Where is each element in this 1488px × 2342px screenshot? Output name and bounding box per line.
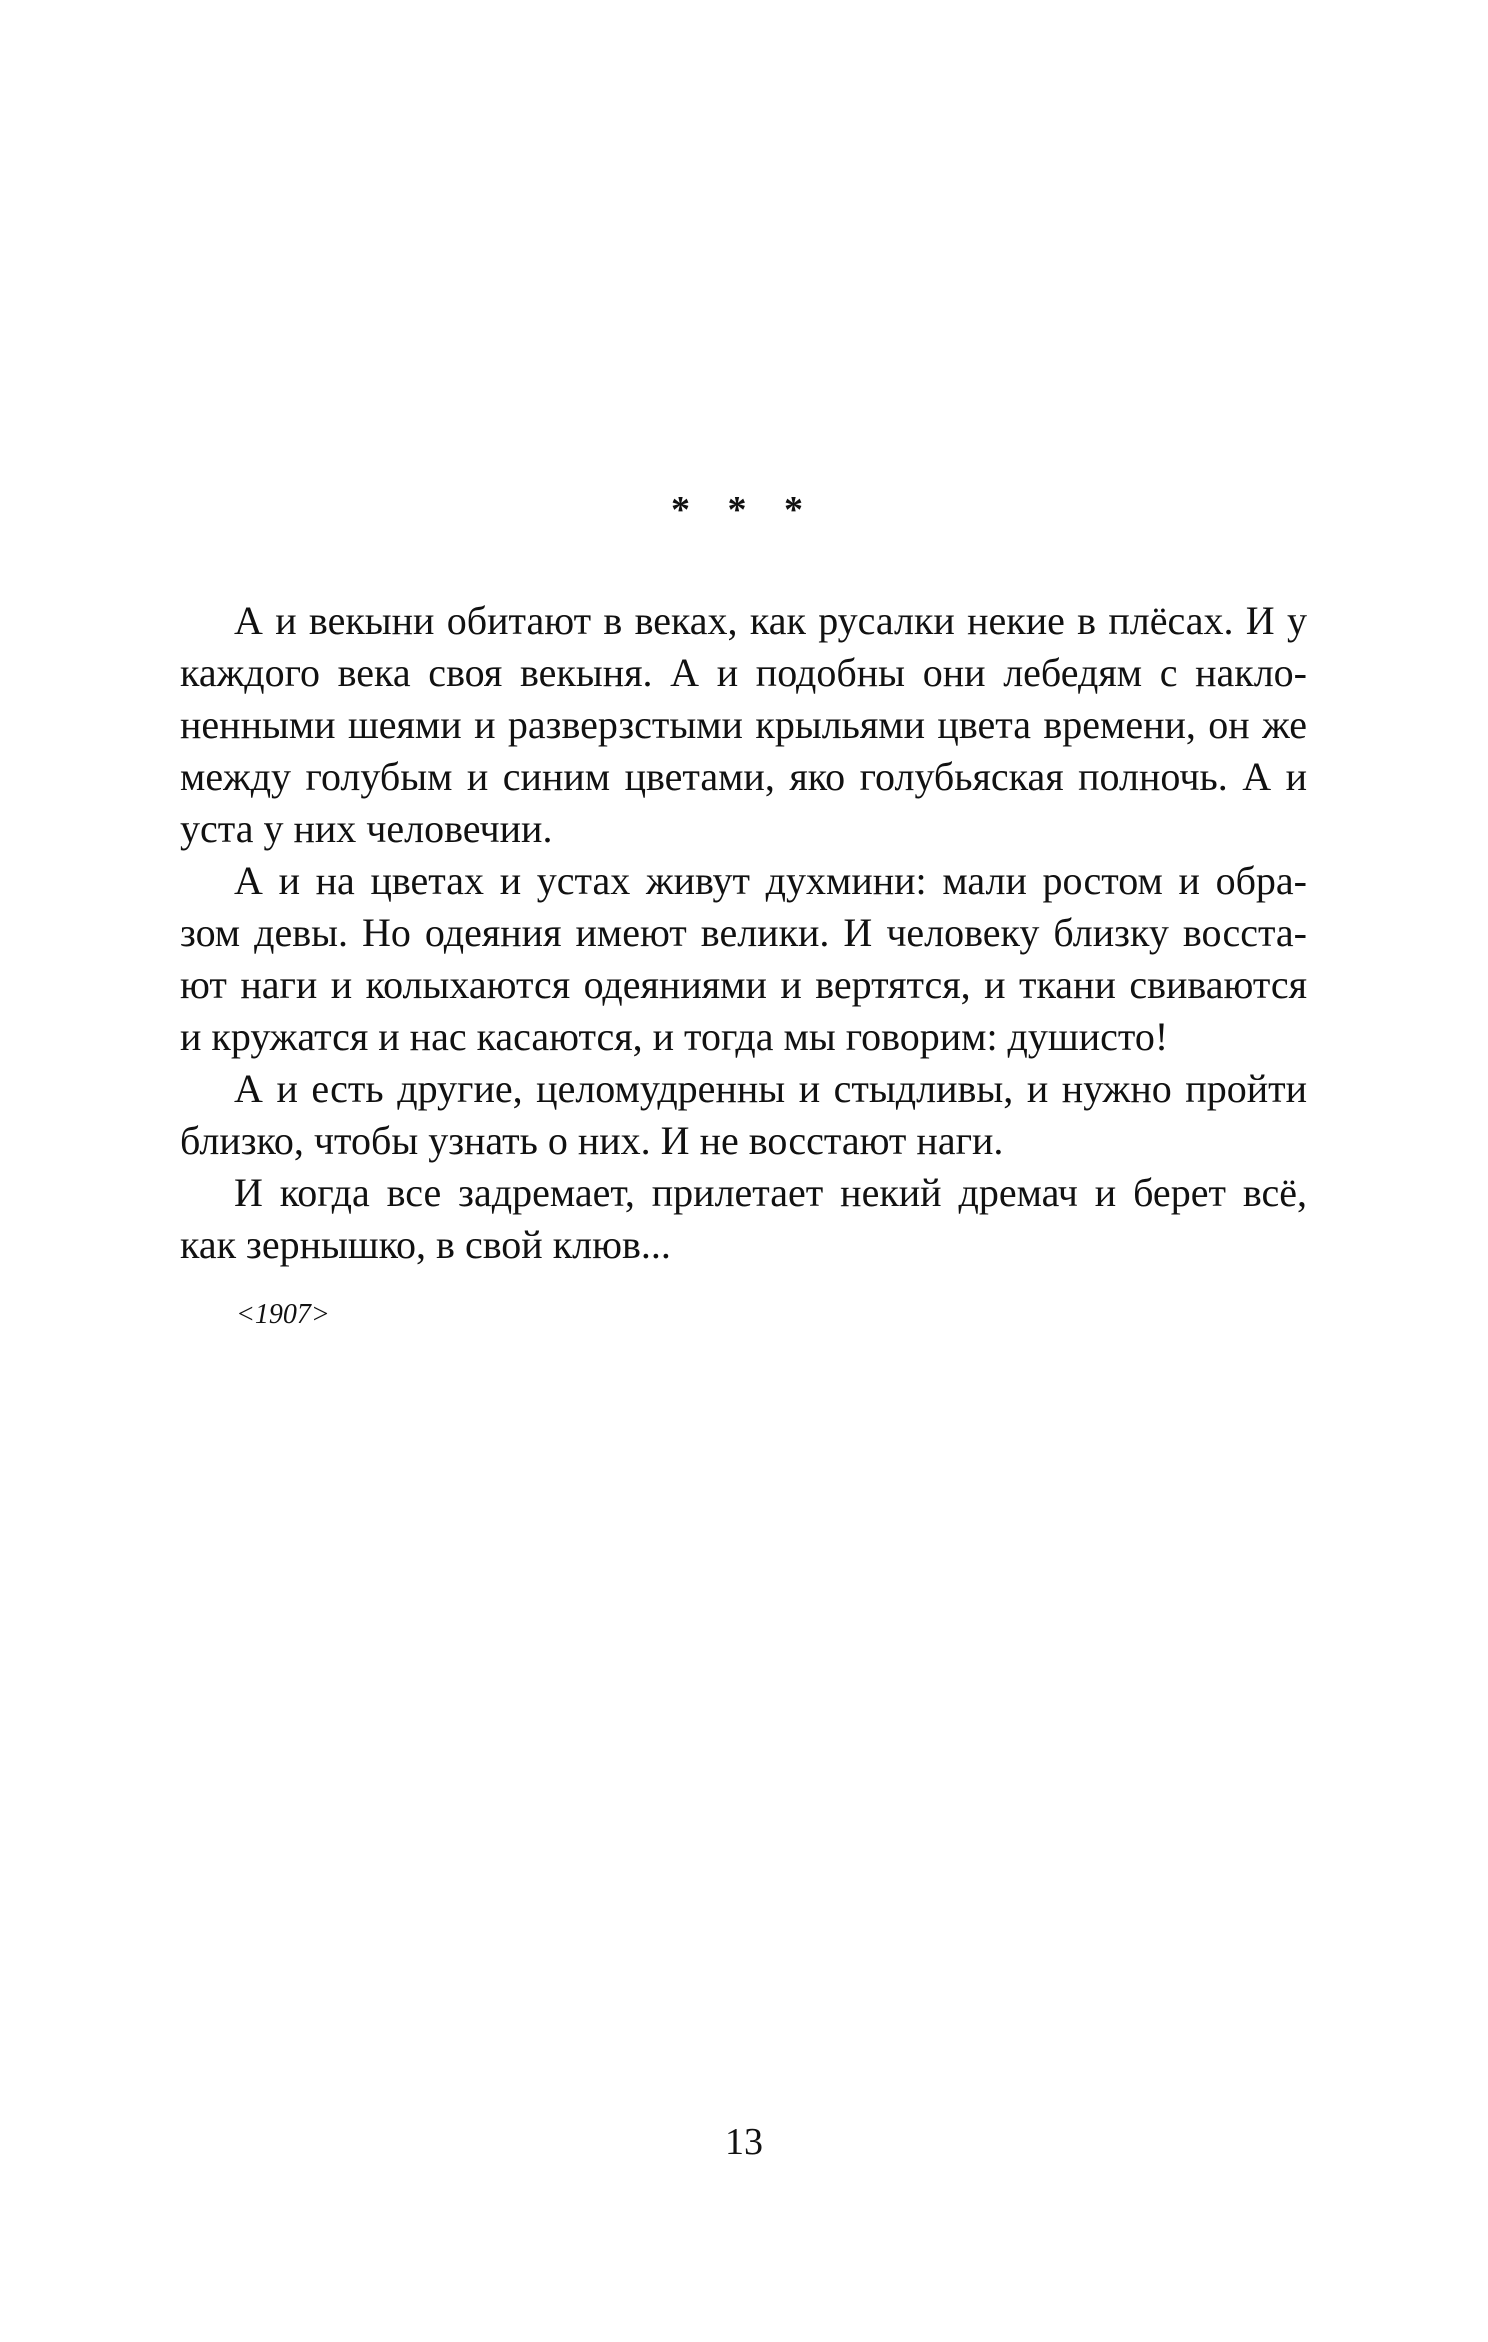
text-line: А и векыни обитают в веках, как русалки некие в плёсах. И у [234,598,1307,643]
section-separator: * * * [671,489,817,531]
text-line: и кружатся и нас касаются, и тогда мы говорим: душисто! [180,1014,1169,1059]
text-line: ют наги и колыхаются одеяниями и вертятся, и ткани свиваются [180,962,1307,1007]
text-line: А и на цветах и устах живут духмини: мали ростом и обра- [234,858,1307,903]
text-line: И когда все задремает, прилетает некий дремач и берет всё, [234,1170,1307,1215]
text-line: А и есть другие, целомудренны и стыдливы, и нужно пройти [234,1066,1307,1111]
prose-text [180,595,1307,1271]
text-line: между голубым и синим цветами, яко голубьяская полночь. А и [180,754,1307,799]
text-line: близко, чтобы узнать о них. И не восстают наги. [180,1118,1004,1163]
text-line: зом девы. Но одеяния имеют велики. И человеку близку восста- [180,910,1307,955]
text-line: ненными шеями и разверзстыми крыльями цвета времени, он же [180,702,1307,747]
text-line: как зернышко, в свой клюв... [180,1222,671,1267]
page-number: 13 [725,2121,763,2163]
text-line: каждого века своя векыня. А и подобны они лебедям с накло- [180,650,1307,695]
date-note: <1907> [236,1299,330,1330]
text-line: уста у них человечии. [180,806,553,851]
